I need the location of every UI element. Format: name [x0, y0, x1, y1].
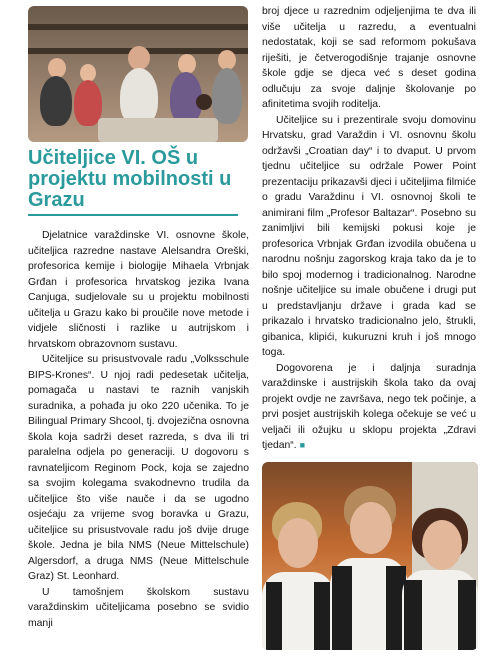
paragraph: broj djece u razrednim odjeljenjima te dva ili više učitelja u razredu, a eventualni nedostatak, koji se sad reformom pokušava riješiti, je četverogodišnje trajanje osnovne škole gdje se djeca već s deset godina odlučuju za svoje daljnje školovanje po afinitetima svojih roditelja.: [262, 6, 476, 110]
right-column: [262, 4, 476, 454]
classroom-photo: [28, 6, 248, 142]
paragraph: U tamošnjem školskom sustavu varaždinskim učiteljicama posebno se svidio manji: [28, 586, 249, 629]
teachers-photo: [262, 462, 478, 650]
end-mark-icon: ■: [299, 440, 305, 450]
right-body-text: [262, 4, 476, 454]
paragraph: Učiteljice su prisustvovale radu „Volksschule BIPS-Krones“. U njoj radi pedesetak učitelja, pomagača u nastavi te raznih vanjskih suradnika, a pohađa ju oko 220 učenika. To je Bilingual Primary Shcool, tj. dvojezična osnovna škola koja sadrži deset razreda, s dva ili tri paralelna odjela po generaciji. U dogovoru s ravnateljicom Reginom Pock, koja se zajedno sa svojim kolegama svakodnevno trudila da učiteljice što više nauče i da se ugodno osjećaju za vrijeme svog boravka u Grazu, učiteljice su prisustvovale radu još dvije druge škole. Jedna je bila NMS (Neue Mittelschule) Algersdorf, a druga NMS (Neue Mittelschule Graz) St. Leonhard.: [28, 354, 249, 582]
paragraph: Djelatnice varaždinske VI. osnovne škole, učiteljica razredne nastave Alelsandra Oreški, profesorica kemije i biologije Mihaela Vrbnjak Grđan i profesorica hrvatskog jezika Ivana Canjuga, sudjelovale su u projektu mobilnosti učitelja u Grazu kako bi proučile nove metode i vidjele sličnosti i razlike u autrijskom i hrvatskom obrazovnom sustavu.: [28, 230, 249, 350]
title-underline: [28, 214, 238, 216]
left-column: [28, 6, 248, 631]
paragraph: Učiteljice su i prezentirale svoju domovinu Hrvatsku, grad Varaždin i VI. osnovnu školu održavši „Croatian day“ i to dvaput. U prvom tjednu učiteljice su održale Power Point prezentaciju prikazavši djeci i učiteljima filmiće o gradu Varaždinu i VI. osnovnoj školi te animirani film „Profesor Baltazar“. Posebno su zanimljivi bili kemijski pokusi koje je profesorica Vrbnjak Grđan izvodila obučena u narodnu nošnju zagorskog kraja tako da je to bilo spoj modernog i tradicionalnog. Narodne nošnje učiteljice su imale obučene i drugi put u predstavljanju države i grada kad se prikazalo i hrvatsko tradicionalno jelo, štrukli, gibanica, klipići, kukuruzni kruh i još mnogo toga.: [262, 114, 476, 358]
left-body-text: [28, 228, 249, 631]
article-title: Učiteljice VI. OŠ u projektu mobilnosti u Grazu: [28, 147, 232, 211]
paragraph-last: [262, 361, 476, 454]
paragraph-text: Dogovorena je i daljnja suradnja varaždinske i austrijskih škola tako da ovaj projekt ovdje ne završava, nego tek počinje, a prvi posjet austrijskih kolega očekuje se već u veljači ili ožujku u sklopu projekta „Zdravi tjedan“.: [262, 362, 476, 451]
